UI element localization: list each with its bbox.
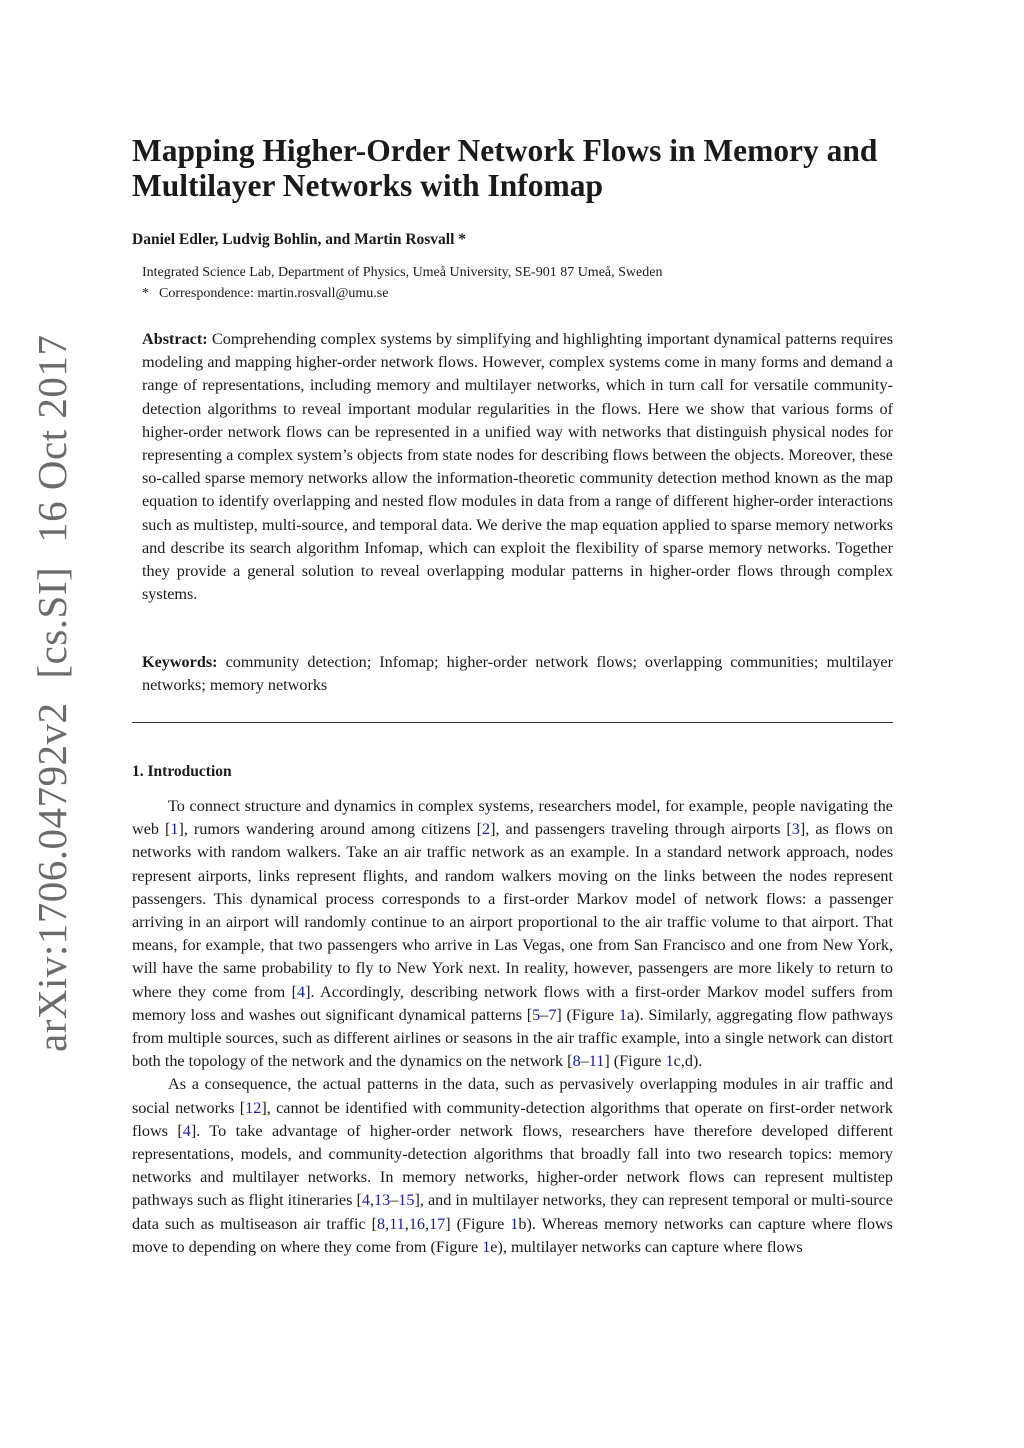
citation-link[interactable]: 4: [361, 1191, 370, 1210]
paragraph-text: a). Similarly, aggregating flow pathways from multiple sources, such as different airlines or seasons in the air traffic example, into a single network can distort both the topology of the network and the dynamics on the network [: [132, 1005, 893, 1071]
citation-link[interactable]: 1: [618, 1005, 627, 1024]
citation-link[interactable]: 12: [245, 1098, 262, 1117]
paragraph-text: e), multilayer networks can capture where flows: [490, 1237, 803, 1256]
paragraph-text: ]. To take advantage of higher-order network flows, researchers have therefore developed different representations, models, and community-detection algorithms that broadly fall into two research topics: memory networks and multilayer networks. In memory networks, higher-order network flows can represent multistep pathways such as flight itineraries [: [132, 1121, 893, 1210]
paragraph-text: ], and passengers traveling through airports [: [490, 820, 792, 839]
citation-link[interactable]: 3: [791, 820, 800, 839]
citation-link[interactable]: 1: [665, 1052, 674, 1071]
citation-link[interactable]: 4: [182, 1121, 191, 1140]
citation-link[interactable]: 1: [170, 820, 179, 839]
paragraph-text: ] (Figure: [604, 1052, 666, 1071]
paragraph-text: ]. Accordingly, describing network flows with a first-order Markov model suffers from memory loss and washes out significant dynamical patterns [: [132, 982, 893, 1024]
keywords-text: community detection; Infomap; higher-order network flows; overlapping communities; multilayer networks; memory networks: [142, 653, 894, 695]
citation-link[interactable]: 16: [408, 1214, 426, 1233]
paragraph-2: [132, 1073, 893, 1259]
citation-link[interactable]: 8: [377, 1214, 386, 1233]
paragraph-text: –: [540, 1005, 549, 1024]
citation-link[interactable]: 4: [296, 982, 306, 1001]
affiliation-block: [142, 262, 662, 304]
citation-link[interactable]: 7: [548, 1005, 557, 1024]
paragraph-text: ] (Figure: [445, 1214, 511, 1233]
paragraph-text: ], rumors wandering around among citizens [: [178, 820, 482, 839]
citation-link[interactable]: 5: [532, 1005, 541, 1024]
citation-link[interactable]: 1: [510, 1214, 519, 1233]
citation-link[interactable]: 1: [482, 1237, 491, 1256]
paragraph-text: ], as flows on networks with random walkers. Take an air traffic network as an example. In a standard network approach, nodes represent airports, links represent flights, and random walkers moving on the links between the nodes represent passengers. This dynamical process corresponds to a first-order Markov model of network flows: a passenger arriving in an airport will randomly continue to an airport proportional to the air traffic volume to that airport. That means, for example, that two passengers who arrive in Las Vegas, one from San Francisco and one from New York, will have the same probability to fly to New York next. In reality, however, passengers are more likely to return to where they come from [: [132, 820, 893, 1001]
paragraph-text: ,: [385, 1214, 390, 1233]
abstract-text: Comprehending complex systems by simplifying and highlighting important dynamical patterns requires modeling and mapping higher-order network flows. However, complex systems come in many forms and demand a range of representations, including memory and multilayer networks, which in turn call for versatile community-detection algorithms to reveal important modular regularities in the flows. Here we show that various forms of higher-order network flows can be represented in a unified way with networks that distinguish physical nodes for representing a complex system’s objects from state nodes for describing flows between the objects. Moreover, these so-called sparse memory networks allow the information-theoretic community detection method known as the map equation to identify overlapping and nested flow modules in data from a range of different higher-order interactions such as multistep, multi-source, and temporal data. We derive the map equation applied to sparse memory networks and describe its search algorithm Infomap, which can exploit the flexibility of sparse memory networks. Together they provide a general solution to reveal overlapping modular patterns in higher-order flows through complex systems.: [142, 330, 894, 604]
paragraph-text: b). Whereas memory networks can capture where flows move to depending on where they come from (Figure: [132, 1214, 893, 1256]
paragraph-text: As a consequence, the actual patterns in the data, such as pervasively overlapping modules in air traffic and social networks [: [132, 1075, 893, 1117]
paragraph-text: ] (Figure: [556, 1005, 619, 1024]
author-list: Daniel Edler, Ludvig Bohlin, and Martin Rosvall *: [132, 231, 467, 248]
abstract: [142, 328, 893, 606]
correspondence: [142, 283, 662, 304]
paragraph-text: ], and in multilayer networks, they can represent temporal or multi-source data such as multiseason air traffic [: [132, 1191, 893, 1233]
paragraph-text: To connect structure and dynamics in complex systems, researchers model, for example, people navigating the web [: [132, 797, 893, 839]
citation-link[interactable]: 8: [572, 1052, 581, 1071]
paragraph-text: –: [390, 1191, 399, 1210]
citation-link[interactable]: 2: [481, 820, 491, 839]
citation-link[interactable]: 11: [588, 1052, 605, 1071]
affiliation: Integrated Science Lab, Department of Physics, Umeå University, SE-901 87 Umeå, Sweden: [142, 265, 663, 280]
paper-title: Mapping Higher-Order Network Flows in Memory and Multilayer Networks with Infomap: [132, 133, 878, 203]
correspondence-text: Correspondence: martin.rosvall@umu.se: [159, 286, 389, 301]
paragraph-text: ,: [425, 1214, 430, 1233]
citation-link[interactable]: 11: [389, 1214, 405, 1233]
correspondence-marker: *: [142, 286, 149, 301]
section-heading: 1. Introduction: [132, 763, 232, 780]
citation-link[interactable]: 15: [398, 1191, 415, 1210]
arxiv-id: arXiv:1706.04792v2: [29, 702, 75, 1052]
arxiv-date: 16 Oct 2017: [29, 334, 75, 543]
keywords: [142, 651, 893, 697]
section-body: [132, 795, 893, 1259]
arxiv-stamp: [28, 334, 75, 1052]
keywords-label: Keywords:: [142, 653, 218, 671]
citation-link[interactable]: 17: [429, 1214, 446, 1233]
arxiv-category: [cs.SI]: [29, 566, 75, 679]
paragraph-text: ], cannot be identified with community-detection algorithms that operate on first-order network flows [: [132, 1098, 893, 1140]
paragraph-1: [132, 795, 893, 1073]
abstract-label: Abstract:: [142, 330, 208, 348]
paragraph-text: c,d).: [673, 1052, 703, 1071]
citation-link[interactable]: 13: [373, 1191, 391, 1210]
paragraph-text: ,: [369, 1191, 374, 1210]
paragraph-text: –: [580, 1052, 589, 1071]
paragraph-text: ,: [404, 1214, 409, 1233]
section-divider: [132, 722, 893, 723]
